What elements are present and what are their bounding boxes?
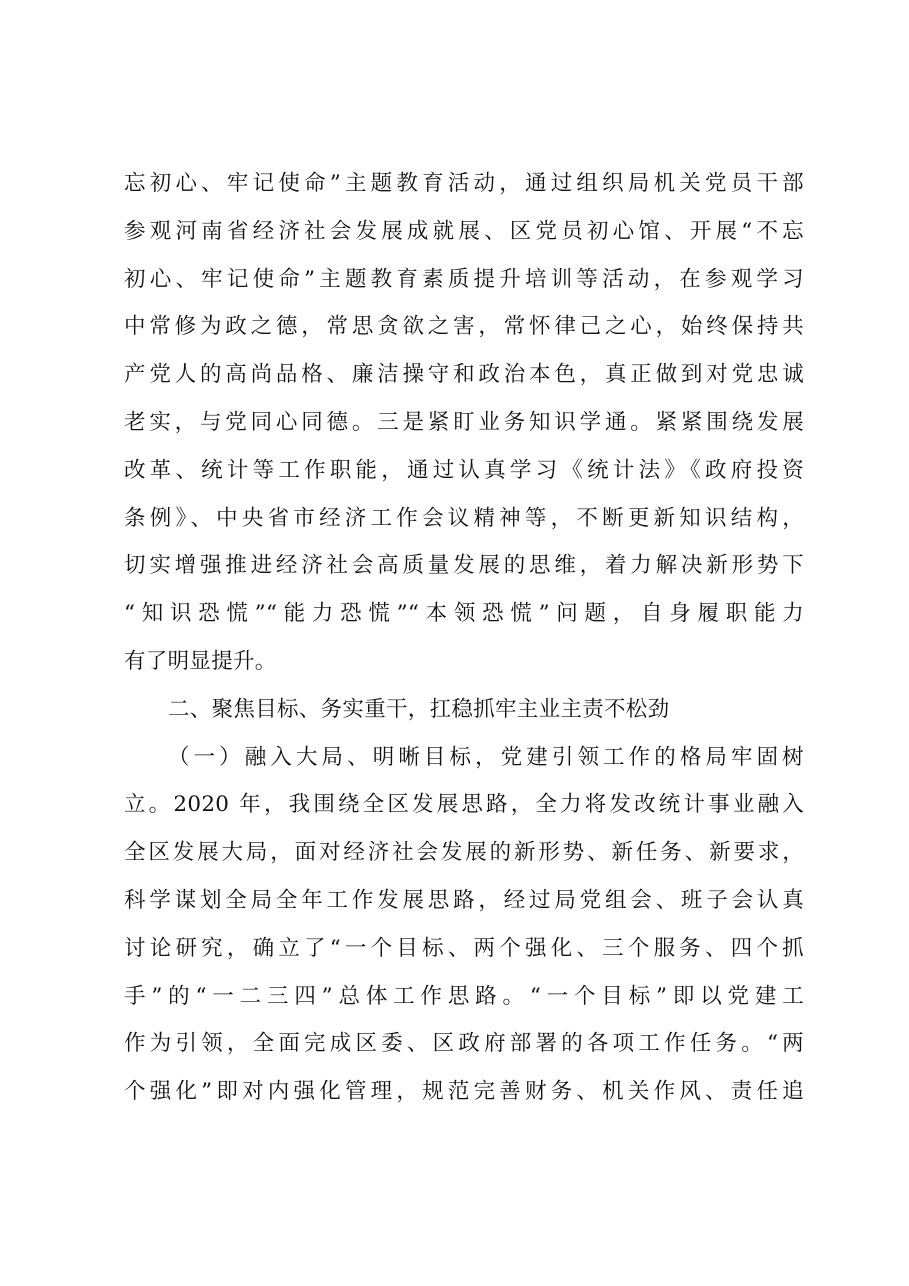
text-line: 立。2020 年，我围绕全区发展思路，全力将发改统计事业融入 [124, 792, 804, 818]
text-line: （一）融入大局、明晰目标，党建引领工作的格局牢固树 [168, 744, 804, 770]
text-line: 讨论研究，确立了“一个目标、两个强化、三个服务、四个抓 [124, 935, 804, 961]
text-line: “知识恐慌”“能力恐慌”“本领恐慌”问题，自身履职能力 [124, 601, 804, 627]
text-line: 条例》、中央省市经济工作会议精神等，不断更新知识结构， [124, 505, 804, 531]
text-line: 个强化”即对内强化管理，规范完善财务、机关作风、责任追 [124, 1079, 804, 1105]
text-line: 改革、统计等工作职能，通过认真学习《统计法》《政府投资 [124, 457, 804, 483]
text-line: 手”的“一二三四”总体工作思路。“一个目标”即以党建工 [124, 983, 804, 1009]
text-line: 产党人的高尚品格、廉洁操守和政治本色，真正做到对党忠诚 [124, 362, 804, 388]
text-line: 初心、牢记使命”主题教育素质提升培训等活动，在参观学习 [124, 266, 804, 292]
text-line: 忘初心、牢记使命”主题教育活动，通过组织局机关党员干部 [124, 171, 804, 196]
body-text [124, 160, 804, 1116]
text-line: 全区发展大局，面对经济社会发展的新形势、新任务、新要求， [124, 840, 804, 866]
text-line: 有了明显提升。 [124, 648, 277, 674]
text-line: 作为引领，全面完成区委、区政府部署的各项工作任务。“两 [124, 1031, 804, 1057]
text-line: 中常修为政之德，常思贪欲之害，常怀律己之心，始终保持共 [124, 314, 804, 340]
text-line: 二、聚焦目标、务实重干，扛稳抓牢主业主责不松劲 [168, 696, 670, 722]
text-line: 老实，与党同心同德。三是紧盯业务知识学通。紧紧围绕发展 [124, 409, 804, 435]
text-line: 参观河南省经济社会发展成就展、区党员初心馆、开展“不忘 [124, 218, 804, 244]
text-line: 切实增强推进经济社会高质量发展的思维，着力解决新形势下 [124, 553, 804, 579]
text-line: 科学谋划全局全年工作发展思路，经过局党组会、班子会认真 [124, 887, 804, 913]
